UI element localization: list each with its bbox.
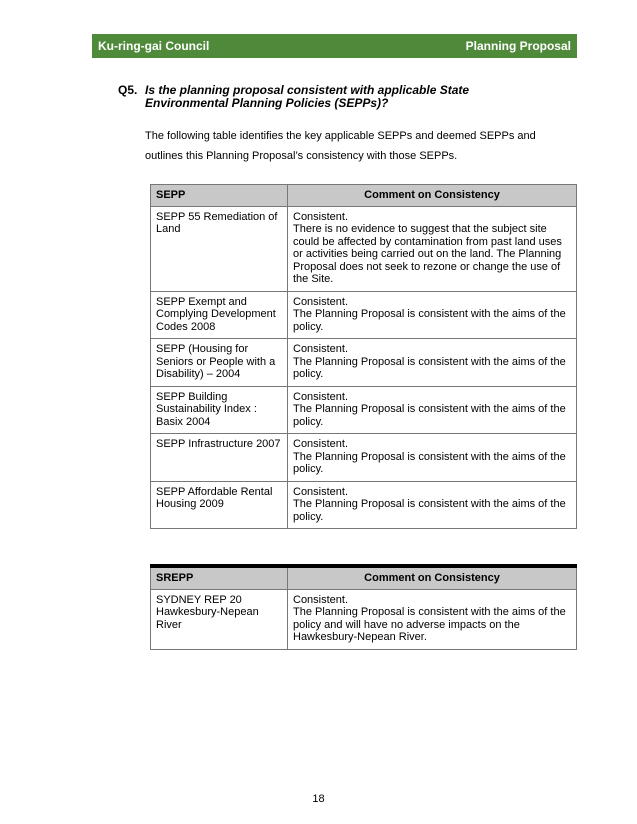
page-number: 18 (312, 793, 325, 805)
status-text: Consistent. (293, 485, 349, 498)
comment-text: The Planning Proposal is consistent with the aims of the policy. (293, 403, 566, 428)
policy-cell: SEPP (Housing for Seniors or People with a Disability) – 2004 (151, 339, 288, 387)
comment-text: The Planning Proposal is consistent with the aims of the policy and will have no adverse impacts on the Hawkesbury-Nepean River. (293, 606, 566, 643)
policy-cell: SEPP 55 Remediation of Land (151, 206, 288, 291)
question-text: Is the planning proposal consistent with applicable State Environmental Planning Policies (SEPPs)? (145, 83, 470, 110)
page-header (92, 34, 577, 58)
comment-cell (288, 339, 577, 387)
comment-text: There is no evidence to suggest that the subject site could be affected by contamination from past land uses or activities being carried out on the land. The Planning Proposal does not seek to rezone or change the use of the Site. (293, 223, 562, 285)
comment-cell (288, 386, 577, 434)
table-row (151, 434, 577, 482)
question-number: Q5. (118, 83, 138, 97)
table-row (151, 291, 577, 339)
status-text: Consistent. (293, 593, 349, 606)
policy-cell: SEPP Affordable Rental Housing 2009 (151, 481, 288, 529)
comment-cell (288, 434, 577, 482)
comment-cell (288, 291, 577, 339)
comment-text: The Planning Proposal is consistent with the aims of the policy. (293, 450, 566, 475)
column-header-comment: Comment on Consistency (288, 566, 577, 589)
sepp-table (150, 184, 577, 529)
status-text: Consistent. (293, 210, 349, 223)
policy-cell: SYDNEY REP 20 Hawkesbury-Nepean River (151, 589, 288, 649)
status-text: Consistent. (293, 295, 349, 308)
comment-cell (288, 589, 577, 649)
table-row (151, 206, 577, 291)
column-header-sepp: SEPP (151, 185, 288, 207)
table-header-row (151, 566, 577, 589)
table-row (151, 481, 577, 529)
status-text: Consistent. (293, 343, 349, 355)
srepp-table (150, 564, 577, 650)
status-text: Consistent. (293, 438, 349, 450)
comment-text: The Planning Proposal is consistent with the aims of the policy. (293, 498, 566, 523)
policy-cell: SEPP Exempt and Complying Development Codes 2008 (151, 291, 288, 339)
header-organisation: Ku-ring-gai Council (98, 39, 210, 53)
comment-cell (288, 206, 577, 291)
comment-text: The Planning Proposal is consistent with the aims of the policy. (293, 308, 566, 333)
column-header-srepp: SREPP (151, 566, 288, 589)
table-header-row (151, 185, 577, 207)
status-text: Consistent. (293, 390, 349, 403)
policy-cell: SEPP Building Sustainability Index : Basix 2004 (151, 386, 288, 434)
policy-cell: SEPP Infrastructure 2007 (151, 434, 288, 482)
table-row (151, 386, 577, 434)
header-document-title: Planning Proposal (465, 39, 571, 53)
intro-paragraph: The following table identifies the key applicable SEPPs and deemed SEPPs and outlines this Planning Proposal’s consistency with those SEPPs. (145, 130, 536, 162)
table-row (151, 339, 577, 387)
comment-text: The Planning Proposal is consistent with the aims of the policy. (293, 355, 566, 380)
column-header-comment: Comment on Consistency (288, 185, 577, 207)
comment-cell (288, 481, 577, 529)
table-row (151, 589, 577, 649)
